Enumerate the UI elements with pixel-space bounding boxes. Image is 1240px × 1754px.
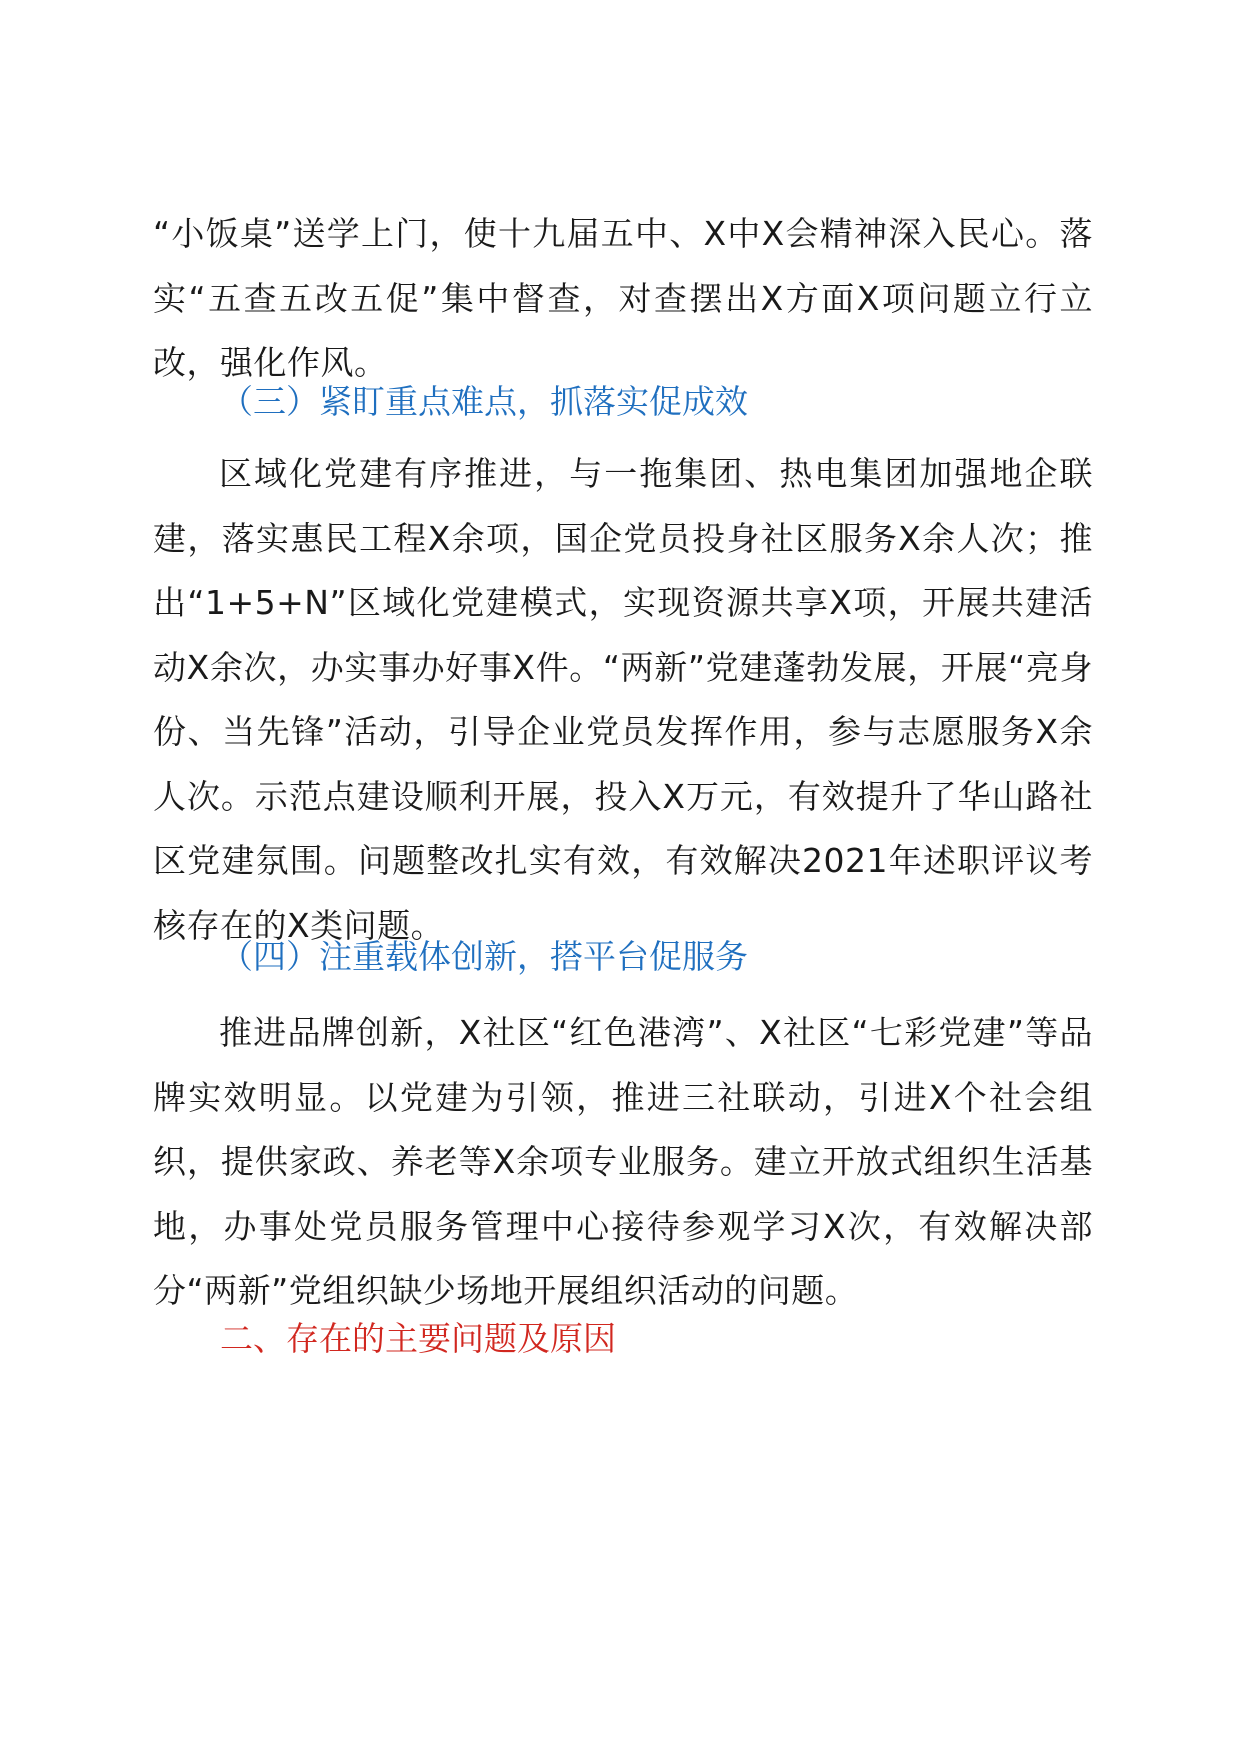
subheading-three: （三）紧盯重点难点，抓落实促成效 xyxy=(220,382,748,421)
paragraph-brand-innovation: 推进品牌创新，X社区“红色港湾”、X社区“七彩党建”等品牌实效明显。以党建为引领，推进三社联动，引进X个社会组织，提供家政、养老等X余项专业服务。建立开放式组织生活基地，办事处党员服务管理中心接待参观学习X次，有效解决部分“两新”党组织缺少场地开展组织活动的问题。 xyxy=(153,1013,1093,1310)
subheading-four: （四）注重载体创新，搭平台促服务 xyxy=(220,937,748,976)
section-heading-problems: 二、存在的主要问题及原因 xyxy=(220,1319,616,1358)
paragraph-continuation: “小饭桌”送学上门，使十九届五中、X中X会精神深入民心。落实“五查五改五促”集中督查，对查摆出X方面X项问题立行立改，强化作风。 xyxy=(153,214,1093,382)
paragraph-regional-party-building: 区域化党建有序推进，与一拖集团、热电集团加强地企联建，落实惠民工程X余项，国企党员投身社区服务X余人次；推出“1+5+N”区域化党建模式，实现资源共享X项，开展共建活动X余次，办实事办好事X件。“两新”党建蓬勃发展，开展“亮身份、当先锋”活动，引导企业党员发挥作用，参与志愿服务X余人次。示范点建设顺利开展，投入X万元，有效提升了华山路社区党建氛围。问题整改扎实有效，有效解决2021年述职评议考核存在的X类问题。 xyxy=(153,454,1093,945)
